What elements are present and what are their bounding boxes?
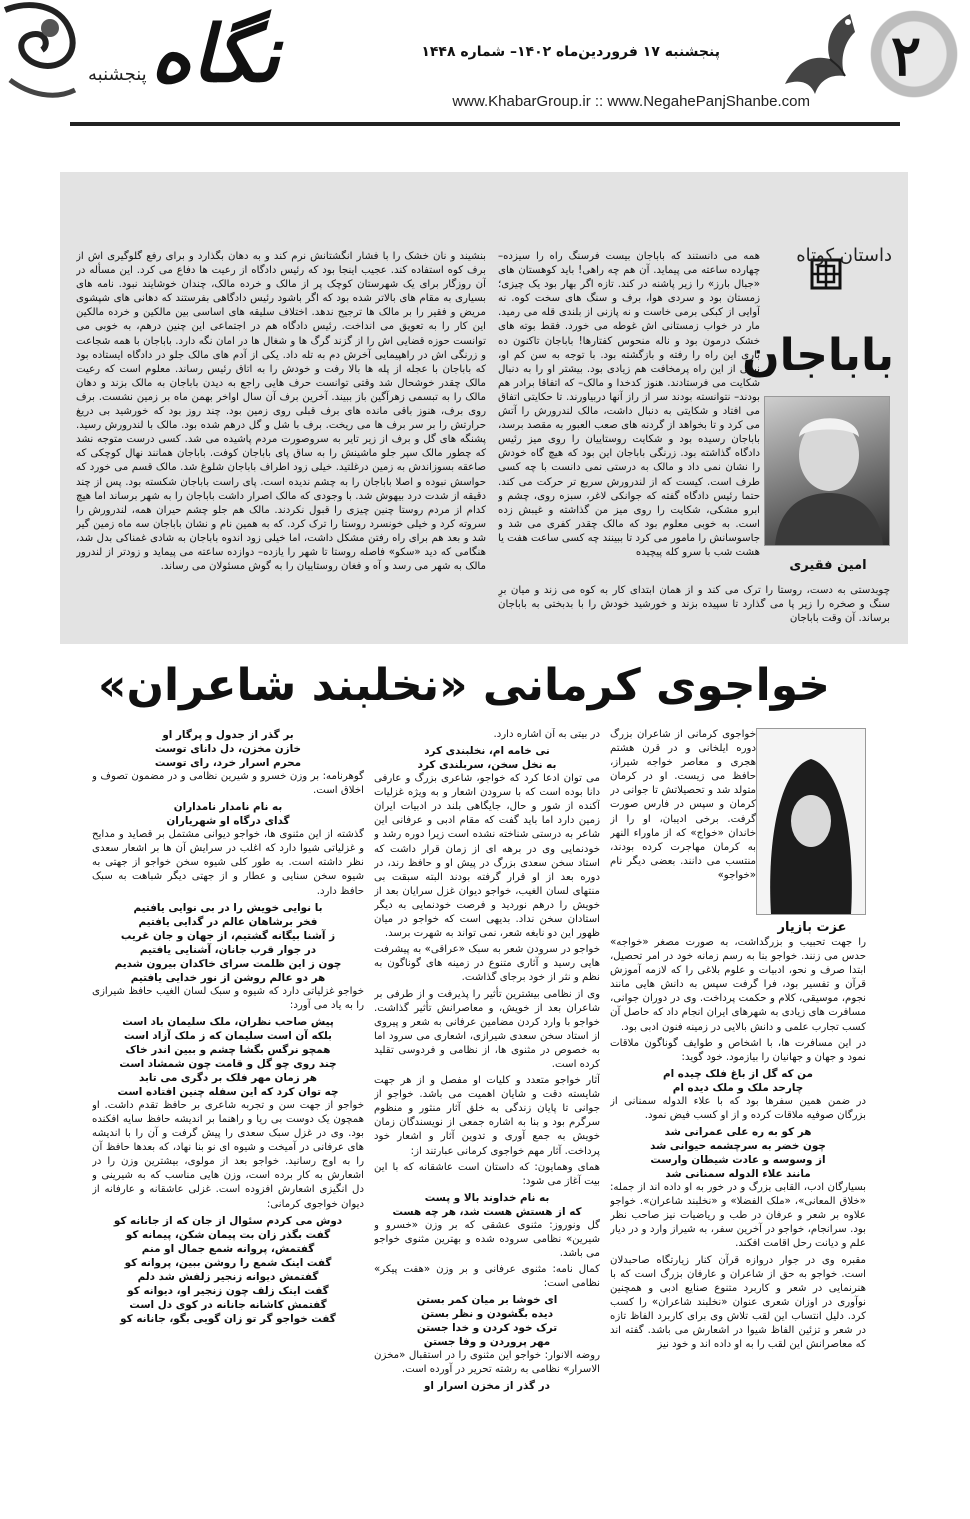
verse-line: فخر برشاهان عالم در گدایی یافتیم (138, 915, 318, 928)
portrait-silhouette-icon (765, 397, 889, 545)
verse-line: گدای درگاه او شهریاران (166, 815, 290, 828)
verse-line: ز آشنا بیگانه گشتیم، از جهان و جان غریب (120, 929, 336, 942)
paragraph: آثار خواجو متعدد و کلیات او مفصل و از هر جهت شایسته دقت و شایان اهمیت می باشد. خواجو از جوانی تا پایان زندگی به خلق آثار منثور و منظوم سرگرم بود و بنا به اشاره جمعی از نویسندگان زمان خویش به جمع آوری و تدوین آثار و اشعار خود پرداخت. آثار مهم خواجوی کرمانی عبارتند از: (374, 1075, 600, 1157)
article-column-1 (610, 936, 866, 1420)
website-links[interactable]: www.KhabarGroup.ir :: www.NegahePanjShanbe.com (452, 93, 810, 110)
paragraph: کمال نامه: مثنوی عرفانی و بر وزن «هفت پیکر» نظامی است: (374, 1264, 600, 1290)
verse-line: چون ز این ظلمت سرای خاکدان بیرون شدیم (114, 957, 342, 970)
verse-line: بلکه آن است سلیمان که ز ملک آزاد است (124, 1029, 332, 1042)
verse-line: محرم اسرار خرد، رای توست (154, 757, 302, 769)
article-column-3 (92, 728, 364, 1420)
verse-line: مهر پروردن و وفا جستن (423, 1336, 551, 1349)
verse-line: نی خامه ام، نخلبندی کرد (424, 745, 550, 758)
page-number: ۲ (890, 23, 922, 89)
paragraph: گل ونوروز: مثنوی عشقی که بر وزن «خسرو و شیرین» نظامی سروده شده و بهترین مثنوی خواجو می باشد. (374, 1219, 600, 1259)
verse-line: گفت بگذر زان بت پیمان شکن، پیمانه کو (125, 1228, 331, 1241)
paragraph: گوهرنامه: بر وزن خسرو و شیرین نظامی و در مضمون تصوف و اخلاق است. (92, 771, 364, 797)
paragraph: می توان ادعا کرد که خواجو، شاعری بزرگ و عارفی دانا بوده است که با سرودن اشعار و به ویژه غزلیات آکنده از شور و حال، جایگاهی بلند در ادبیات ایران زمین دارد اما باید گفت که مقام ادبی و عرفانی این شاعر به درستی شناخته نشده است زیرا دوره رشد و خودنمایی وی در برهه ای از زمان قرار داشت که استاد سخن سعدی بزرگ در پیش او و حافظ رند، در دوره بعد از او قرار گرفته بودند البته سبقت بی منتهای لسان الغیب، خواجو دیوان غزل سرایان بعد از خویش را درهم نوردید و فرصت خودنمایی به دیگر استادان سخن نداد. بدیهی است که خواجو در میان ظهور این دو نابغه شعر، نمی تواند به شهرت برسد. (374, 773, 600, 940)
verse-line: چون خضر به سرچشمه حیوانی شد (650, 1140, 826, 1153)
paragraph: گذشته از این مثنوی ها، خواجو دیوانی مشتمل بر قصاید و مدایح و غزلیاتی شیوا دارد که اغلب در سرایش آن ها بر اشعار سعدی نظر داشته است. به طور کلی شیوه سخن خواجو از جهتی به شیوه سخن سنایی و عطار و از جهتی دیگر شباهت به سبک حافظ دارد. (92, 829, 364, 897)
verse-line: با نوایی خویش را در بی نوایی یافتیم (133, 901, 323, 914)
verse-line: هر کو به ره علی عمرانی شد (664, 1126, 812, 1139)
author-photo (756, 728, 866, 915)
verse-line: به نام نامدار نامداران (173, 801, 283, 814)
verse-line: من که گل از باغ فلک چیده ام (663, 1067, 813, 1080)
newspaper-logo-subtitle: پنجشنبه (88, 64, 147, 85)
verse-line: گفت اینک شمع را روشن ببین، پروانه کو (124, 1256, 332, 1269)
verse-line: گفت خواجو گر تو زان گویی بگو، جانانه کو (120, 1312, 336, 1325)
verse-line: گفتمش، پروانه شمع جمال او منم (141, 1242, 315, 1255)
paragraph: در بیتی به آن اشاره دارد. (493, 729, 600, 740)
verse-line: هر زمان مهر فلک بر دگری می تابد (139, 1071, 317, 1084)
story-title: باباجان (742, 330, 894, 381)
paragraph: خواجو در سرودن شعر به سبک «عراقی» به پیشرفت هایی رسید و آثاری متنوع در زمینه های گوناگون به نظم و نثر از خود برجای گذاشت. (374, 944, 600, 984)
verse-line: بر گذر از جدول و پرگار او (162, 729, 294, 741)
verse-line: گفتمش کاشانه جانانه در کوی دل است (129, 1298, 327, 1311)
paragraph: در ضمن همین سفرها بود که با علاء الدوله سمنانی از بزرگان صوفیه ملاقات کرده و از او کسب فیض نمود. (610, 1095, 866, 1121)
verse-line: خازن مخزن، دل دانای توست (154, 743, 302, 755)
verse-line: چه توان کرد که این سفله چنین افتاده است (117, 1085, 339, 1098)
verse-line: چند روی چو گل و قامت چون شمشاد است (119, 1057, 337, 1070)
verse-line: که از هستش هست شد، هر چه هست (392, 1205, 582, 1218)
story-author: امین فقیری (789, 558, 867, 573)
phoenix-bird-icon (770, 4, 860, 104)
ornament-icon (0, 0, 100, 120)
issue-dateline: پنجشنبه ۱۷ فروردین‌ماه ۱۴۰۲– شماره ۱۴۴۸ (421, 44, 720, 60)
verse-line: دیده بگشودن و نظر بستن (420, 1308, 554, 1321)
verse-line: در جوار قرب جانان، آشنایی یافتیم (139, 943, 317, 956)
story-column-1-continued: چوبدستی به دست، روستا را ترک می کند و از همان ابتدای کار به کوه می زند و میان برِ سنگ و صخره را زیر پا می گذارد تا سپیده بزند و خورشید خودش را با بدبختی به باباجان برساند. آن وقت باباجان (498, 585, 890, 625)
story-column-2: بنشیند و نان خشک را با فشار انگشتانش نرم کند و به دهان بگذارد و برای رفع گلوگیری اش از برف کوه استفاده کند. عجیب اینجا بود که رئیس دادگاه از رعیت ها دفاع می کرد. این مسأله در آن روزگار برای یک شهرستان کوچک پر از مالک و خرده مالک، چندان خوشایند نبود. نامه های بسیاری به مقام های بالاتر شده بود که اگر باشود رئیس دادگاهی بفرستند که دهانی های شپشوی مریض و فقیر را بر مالک ها ترجیح ندهد. اختلاف سلیقه های اساسی بین مالکین و خرده مالکین این کار را به تعویق می انداخت. رئیس دادگاه هم در اجتماعی این چنین درهم، به خوبی می توانست حوزه قضایی اش را از گزند گرگ ها و شغال ها در امان نگه دارد. باباجان با همه شجاعت و زرنگی اش در راهپیمایی آخرش دم به تله داد. یکی از آدم های مالک جلو در دادگاه ایستاده بود که باباجان با عجله از پله ها بالا رفت و خودش را به اتاق رئیس رساند. معلوم است که رعیت مالک چقدر خوشحال شد وقتی توانست حرف هایی راجع به دیدن باباجان به مالک بزند و دهان مالک را به تبسمی زهرآگین باز ببیند. آخرین برف آن سال اواخر بهمن ماه بر زمین نشست. برف روی برف، هنوز باقی مانده های برف قبلی روی زمین بود. چند روز بود که خورشید بی دریغ حرارتش را بر سر برف ها می ریخت. برف با شل و گل درهم شده بود. مالک با لندرورش رسید. پشنگه های گل و برف از زیر تایر به سروصورت مردم پاشیده می شد. کسی درست متوجه نشد که چطور مالک سپر جلو ماشینش را به ساق پای باباجان کوفت. باباجان همانند نهال کوچکی که صاعقه بسوزاندش به زمین درغلتید. خیلی زود اطراف باباجان شلوغ شد. مالک قسم می خورد که حواسش نبوده و اصلا باباجان را به چشم ندیده است. پای راست باباجان شکسته بود. پس از چند دقیقه از شدت درد بیهوش شد. با وجودی که مالک اصرار داشت باباجان را به شهر برساند اما هیچ کدام از مردم روستا چنین چیزی را قبول نکردند. مالک هم جلو چشم حیران همه، لندرورش را سروته کرد و خیلی خونسرد روستا را ترک کرد. که به همین نام و نشان باباجان سه ماه زمین گیر شد و بعد هم برای راه رفتن مشکل داشت، اما خیلی زود اندوه باباجان به شادی غمناکی بدل شد، هنگامی که دید «سکو» فاصله روستا تا شهر را یازده– دوازده ساعته می پیماید و زودتر از لندرور مالک به شهر می رسد و آه و فغان روستاییان را به گوش مسئولان می رساند. (76, 251, 486, 573)
paragraph: خواجو از جهت سن و تجربه شاعری بر حافظ تقدم داشت. او همچون یک دوست بی ریا و راهنما بر اندیشه حافظ سایه افکنده بود. وی در غزل سبک سعدی را پیش گرفت و آن را با اندیشه های عرفانی در آمیخت و شیوه ای نو بنا نهاد، که بعدها حافظ آن را به اوج رسانید. خواجو بعد از مولوی، بیشترین وزن را در اشعارش به کار برده است، وزن هایی مناسب که به شیرینی و دل انگیزی اشعارش افزوده است. غزلی عاشقانه و عارفانه از دیوان خواجوی کرمانی: (92, 1099, 364, 1210)
verse-line: به نخل سخن، سربلندی کرد (417, 759, 557, 772)
masthead (0, 0, 970, 145)
verse-line: پیش صاحب نظران، ملک سلیمان باد است (122, 1015, 334, 1028)
newspaper-logo: نگاه (150, 9, 280, 100)
verse-line: گفتمش دیوانه زنجیر زلفش شد دلم (137, 1270, 319, 1283)
article-column-2 (374, 728, 600, 1420)
verse-line: دوش می کردم سئوال از جان که از جانانه کو (113, 1214, 343, 1227)
paragraph: خواجو غزلیاتی دارد که شیوه و سبک لسان الغیب حافظ شیرازی را به یاد می آورد: (92, 985, 364, 1011)
story-column-1: همه می دانستند که باباجان بیست فرسنگ راه را سیزده– چهارده ساعته می پیماید. آن هم چه راهی! باید کوهستان های «جبال بارز» را زیر پاشنه در کند. تازه اگر بهار بود یک چیزی؛ زمستان بود و سردی هوا، برف و سنگ های سخت کوه. نه آوایی از کبکی برمی خاست و نه پازنی از بلندی قله می رمید. مار در خواب زمستانی اش غوطه می خورد. فقط بوته های خشک درمون بود و ناله منحوس کفتارها! باباجان تاکنون ده باری این راه را رفته و بازگشته بود. با توجه به سن کم او، نیمی از این راه پرمخافت هم زیادی بود. بیشتر او را به دنبال شکایت می فرستادند. هنوز کدخدا و مالک– که اتفاقا برادر هم بودند– نتوانسته بودند سر از راز آنها دربیاورند. تا حکایتی اتفاق می افتاد و شکایتی به دنبال داشت، مالک لندرورش را آتش می کرد و تا بخواهد از گردنه های صعب العبور به مقصد برسد، باباجان رسیده بود و شکایت روستاییان را روی میز رئیس دادگاه گذاشته بود. زرنگی باباجان این بود که هیچ گاه خودش را نشان نمی داد و مالک به درستی نمی دانست با چه کسی طرف است. کیست که از لندرورش سریع تر حرکت می کند. حتما رئیس دادگاه گفته که جوانکی لاغر، سبزه روی، چشم و ابرو مشکی، شکایت را روی میز من گذاشته و غیبش زده است. به خوبی معلوم بود که مالک چقدر کفری می شد و جاسوسانش را مامور می کرد تا ببینند چه کسی ساعت هفت یا هشت شب با سرو کله پیچیده (498, 251, 760, 558)
verse-line: ای خوشا بر میان کمر بستن (416, 1294, 558, 1307)
verse-line: در گذر از مخزن اسرار او (423, 1380, 551, 1393)
author-photo (764, 396, 890, 546)
article-author: عزت بازیار (777, 920, 847, 935)
verse-line: گفت اینک زلف چون زنجیر او، دیوانه کو (127, 1284, 329, 1297)
verse-line: همچو نرگس بگشا چشم و ببین اندر خاک (125, 1043, 331, 1056)
paragraph: بسیارگان ادب، القابی بزرگ و در خور به او داده اند از جمله: «خلاق المعانی»، «ملک الفضلا» و «نخلبند شاعران». خواجو علاوه بر شعر و عرفان در طب و ریاضیات نیز صاحب نظر بود. سرانجام، خواجو در آخرین سفر، به شیراز وارد و در دیار علم و دیانت رحل اقامت افکند. (610, 1182, 866, 1250)
story-kicker: داستان کوتاه (796, 245, 892, 266)
paragraph: را جهت تحبیب و بزرگداشت، به صورت مصغر «خواجه» حدس می زنند. خواجو بنا به رسم زمانه خود در امر تحصیل، ابتدا صرف و نحو، ادبیات و علوم بلاغی را که لازمه آموزش قرآن و تفسیر بود، فرا گرفت سپس به دانش هایی مانند نجوم، موسیقی، کلام و حکمت پرداخت. وی در دوران جوانی، مسافرت های زیادی به شهرهای ایران انجام داد که حاصل آن کسب تجارب علمی و دانش بالایی در زمینه فنون ادبی بود. (610, 937, 866, 1033)
paragraph: روضه الانوار: خواجو این مثنوی را در استقبال «مخزن الاسرار» نظامی به رشته تحریر در آورده است. (374, 1350, 600, 1376)
verse-line: به نام خداوند بالا و پست (424, 1191, 550, 1204)
paragraph: همای وهمایون: که داستان است عاشقانه که با این بیت آغاز می شود: (374, 1161, 600, 1187)
verse-line: هر دو عالم روشن از نور خدایی یافتیم (130, 971, 326, 984)
verse-line: مانند علاء الدوله سمنانی شد (665, 1168, 811, 1181)
verse-line: چارحد ملک و ملک دیده ام (672, 1081, 804, 1094)
portrait-silhouette-icon (757, 729, 865, 914)
paragraph: در این مسافرت ها، با اشخاص و طوایف گوناگون ملاقات نمود و جهان و جهانیان را بیازمود. خود گوید: (610, 1037, 866, 1063)
article-column-1-top: خواجوی کرمانی از شاعران بزرگ دوره ایلخانی و در قرن هشتم هجری و معاصر خواجه شیراز، حافظ می زیست. او در کرمان متولد شد و تحصیلاتش تا جوانی در کرمان و سپس در فارس صورت گرفت. برخی ادیبان، او را از خاندان «خواج» که از ماوراء النهر به کرمان مهاجرت کرده بودند، منتسب می دانند. بعضی دیگر نام «خواجو» (610, 729, 756, 881)
header-divider (70, 122, 900, 126)
paragraph: وی از نظامی بیشترین تأثیر را پذیرفت و از طرفی بر شاعران بعد از خویش، و معاصرانش تأثیر گذاشت. خواجو با وارد کردن مضامین عرفانی به شعر و پیروی از استاد سخن سعدی شیرازی، اشعاری می سرود اما به خصوص در مثنوی ها، از نظامی و فردوسی تقلید کرده است. (374, 988, 600, 1070)
verse-line: از وسوسه و عادت شیطان وارست (650, 1154, 826, 1167)
paragraph: مقبره وی در جوار دروازه قرآن کنار زیارتگاه صاحبدلان است. خواجو به حق از شاعران و عارفان بزرگ است که با هنرنمایی در شعر و کاربرد متنوع صنایع ادبی و همچنین نوآوری در اوزان شعری عنوان «نخلبند شاعران» را کسب کرد. دلیل انتساب این لقب تلاش وی برای کاربرد الفاظ تازه در شعر و تزئین الفاظ شیوا در اشعارش می باشد. گفته اند که معاصرانش این لقب را به او داده اند و خود نیز (610, 1254, 866, 1351)
article-title: خواجوی کرمانی «نخلبند شاعران» (98, 660, 830, 711)
verse-line: ترک خود کردن و خدا جستن (416, 1322, 558, 1335)
